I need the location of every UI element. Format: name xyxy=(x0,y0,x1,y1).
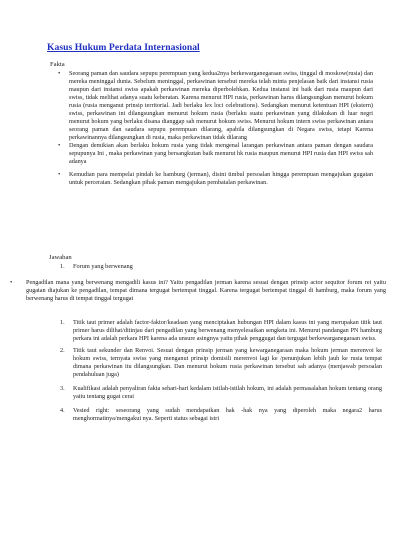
list-item xyxy=(60,385,382,401)
item-text: Forum yang berwenang xyxy=(73,263,133,270)
list-item xyxy=(57,142,373,166)
bullet-icon: • xyxy=(58,142,61,150)
item-number: 2. xyxy=(60,346,65,354)
item-text: Vested right: seseorang yang sudah mendapatkan hak -hak nya yang diperoleh maka negara2 harus menghormatinya/mengakui nya. Seperti status sebagai istri xyxy=(73,406,382,422)
bullet-icon: • xyxy=(58,170,61,178)
document-title[interactable]: Kasus Hukum Perdata Internasional xyxy=(47,42,200,53)
jawaban-item xyxy=(60,263,133,271)
list-item xyxy=(57,70,373,142)
bullet-icon: • xyxy=(58,70,61,77)
main-point-text: Pengadilan mana yang berwenang mengadili kasus ini? Yaitu pengadilan jerman karena sesuai dengan prinsip actor sequitor forum rei yaitu gugatan diajukan ke pengadilan, tempat dimana tergugat bertempat tinggal. Karena tergugat bertempat tinggal di hamburg, maka forum yang berwenang harus di tempat tinggal tergugat xyxy=(26,279,386,302)
fakta-label: Fakta xyxy=(50,61,65,68)
bullet-icon: • xyxy=(10,279,13,286)
fakta-text: Seorang paman dan saudara sepupu perempuan yang kedua2nya berkewarganegaraan swiss, tinggal di moskow(rusia) dan mereka meninggal dunia. Sebelum meninggal, perkawinan tersebut mereka telah minta penjelasan baik dari instansi rusia maupun dari instansi swiss apakah perkawinan mereka diperbolehkan. Kedua instansi ini baik dari rusia maupun dari swiss, tidak melihat adanya suatu keberatan. Karena menurut HPI rusia, perkawinan harus dilangsungkan menurut hokum rusia (rusia menganut prinsip territorial. Jadi berlaku lex loci celebrations). Sedangkan menurut ketentuan HPI (ekstern) swiss, perkawinan ini dilangsungkan menurut hokum rusia (berlaku suatu perkawinan yang dilakukan di luar negri menurut hokum yang berlaku disana dianggap sah menurut hokum swiss. Menurut hokum intern swiss perkawinan antara seorang paman dan saudara sepupu perempuan dilarang, apabila dilangsungkan di Negara swiss, tetapi Karena perkawinannya dilangsungkan di rusia, maka perkawinan tidak dilarang xyxy=(69,70,373,141)
fakta-text: Kemudian para mempelai pindah ke hamburg (jerman), disini timbul persoalan hingga perempuan mengajukan gugatan untuk perceraian. Sedangkan pihak paman mengajukan pembatalan perkawinan. xyxy=(69,170,373,186)
jawaban-label: Jawaban xyxy=(49,254,72,261)
item-number: 1. xyxy=(60,319,65,326)
list-item xyxy=(57,171,373,187)
sub-points-list xyxy=(60,319,382,426)
main-point xyxy=(10,279,386,303)
fakta-list xyxy=(57,70,373,187)
item-number: 1. xyxy=(60,263,65,270)
list-item xyxy=(60,407,382,423)
item-text: Titik taut primer adalah factor-faktor/keadaan yang menciptakan hubungan HPI dalam kasus ini yang merupakan titik taut primer harus dilihat/ditinjau dari pengadilan yang berwenang menyelesaikan sengketa ini. Menurut pandangan PN hamburg perkara ini adalah perkara HPI karena ada unsure asingnya yaitu pihak penggugat dan tergugat berkewarganegaraan swiss. xyxy=(73,319,382,342)
list-item xyxy=(60,347,382,379)
fakta-text: Dengan demikian akan berlaku hokum rusia yang tidak mengenal larangan perkawinan antara paman dengan saudara sepupunya Ini , maka perkawinan yang bersangkutan baik menurut hk rusia maupun menurut HPI rusia dan HPI swiss sah adanya xyxy=(69,142,373,165)
item-number: 3. xyxy=(60,384,65,392)
list-item xyxy=(60,319,382,343)
item-text: Kualifikasi adalah penyaliran fakta sehari-hari kedalam istilah-istilah hokum, ini adalah permasalahan hokum tentang orang yaitu tentang gugat cerai xyxy=(73,384,382,400)
item-text: Titik taut sekunder dan Renvoi. Sesuai dengan prinsip jerman yang kewarganegaraan maka hokum jerman merenvoi ke hokum swiss, ternyata swiss yang menganut prinsip domisili merenvoi lagi ke /penunjukan lebih jauh ke rusia tempat dimana perkawinan itu dilangsungkan. Dan menurut hokum rusia perkawinan tersebut sah adanya (menjawab persoalan pendahuluan juga) xyxy=(73,346,382,378)
item-number: 4. xyxy=(60,406,65,414)
